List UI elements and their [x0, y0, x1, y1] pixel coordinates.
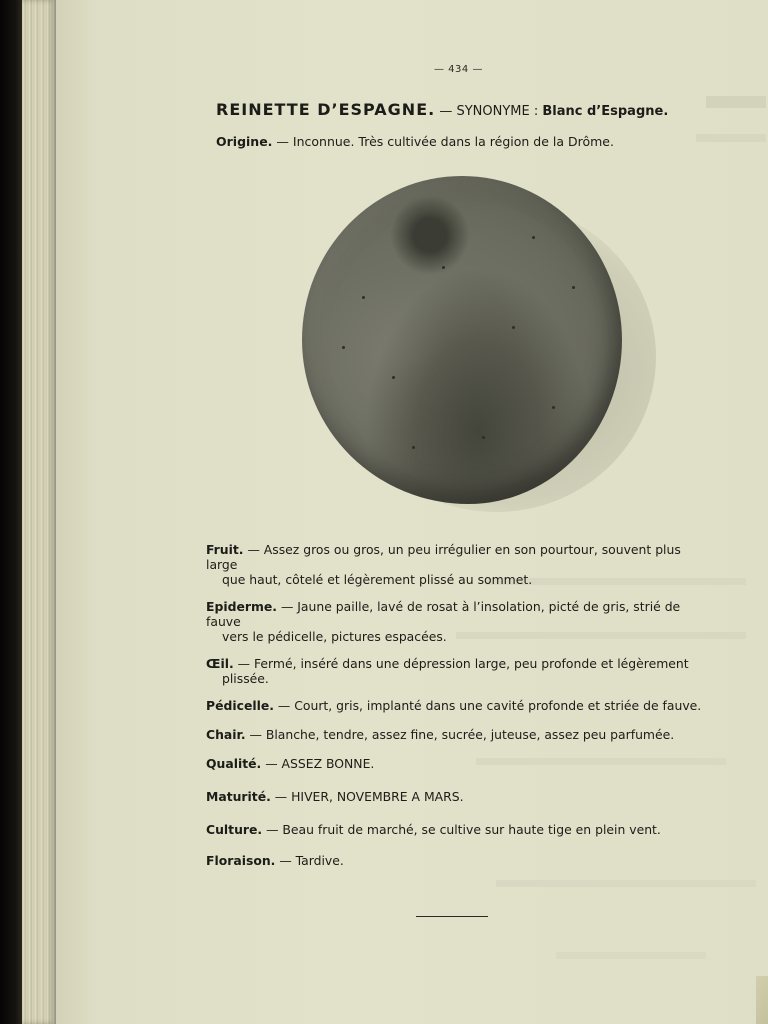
- entry-text: — Tardive.: [279, 853, 344, 868]
- entry-maturite: [206, 789, 716, 804]
- page-number: — 434 —: [434, 64, 483, 75]
- entry-label: Culture.: [206, 822, 263, 837]
- entry-label: Œil.: [206, 656, 234, 671]
- synonym-prefix: — SYNONYME :: [439, 104, 539, 119]
- entry-label: Chair.: [206, 727, 246, 742]
- entry-oeil: [206, 656, 716, 686]
- book-page: [56, 0, 768, 1024]
- synonym-value: Blanc d’Espagne.: [542, 104, 669, 119]
- entry-label: Pédicelle.: [206, 698, 274, 713]
- variety-heading: [216, 100, 668, 119]
- origin-label: Origine.: [216, 134, 273, 149]
- page-edges: [22, 0, 56, 1024]
- entry-label: Maturité.: [206, 789, 271, 804]
- entry-text: — Jaune paille, lavé de rosat à l’insolation, picté de gris, strié de fauve: [206, 599, 681, 629]
- entry-text: — Fermé, inséré dans une dépression large, peu profonde et légèrement: [237, 656, 689, 671]
- entry-fruit: [206, 542, 716, 587]
- entry-floraison: [206, 853, 716, 868]
- entry-label: Qualité.: [206, 756, 262, 771]
- entry-text: — Beau fruit de marché, se cultive sur haute tige en plein vent.: [266, 822, 661, 837]
- entry-chair: [206, 727, 716, 742]
- entry-label: Floraison.: [206, 853, 276, 868]
- entry-text: — Blanche, tendre, assez fine, sucrée, juteuse, assez peu parfumée.: [249, 727, 675, 742]
- entry-qualite: [206, 756, 716, 771]
- entry-label: Epiderme.: [206, 599, 277, 614]
- entry-label: Fruit.: [206, 542, 244, 557]
- entry-culture: [206, 822, 716, 837]
- origin-text: — Inconnue. Très cultivée dans la région de la Drôme.: [276, 134, 614, 149]
- entry-text-continued: plissée.: [222, 671, 269, 686]
- entry-text: — HIVER, NOVEMBRE A MARS.: [274, 789, 464, 804]
- apple-photo-icon: [296, 170, 676, 530]
- end-rule-divider: [416, 916, 488, 917]
- variety-name: REINETTE D’ESPAGNE.: [216, 100, 436, 119]
- entry-text-continued: que haut, côtelé et légèrement plissé au sommet.: [222, 572, 533, 587]
- entry-text: — ASSEZ BONNE.: [265, 756, 375, 771]
- book-spine-shadow: [0, 0, 22, 1024]
- entry-text: — Court, gris, implanté dans une cavité profonde et striée de fauve.: [277, 698, 702, 713]
- entry-text: — Assez gros ou gros, un peu irrégulier en son pourtour, souvent plus large: [206, 542, 681, 572]
- origin-line: [216, 134, 614, 149]
- entry-pedicelle: [206, 698, 716, 713]
- entry-text-continued: vers le pédicelle, pictures espacées.: [222, 629, 447, 644]
- entry-epiderme: [206, 599, 716, 644]
- fruit-logo-icon: [756, 976, 768, 1024]
- apple-fruit: [302, 176, 622, 504]
- description-list: [206, 542, 716, 880]
